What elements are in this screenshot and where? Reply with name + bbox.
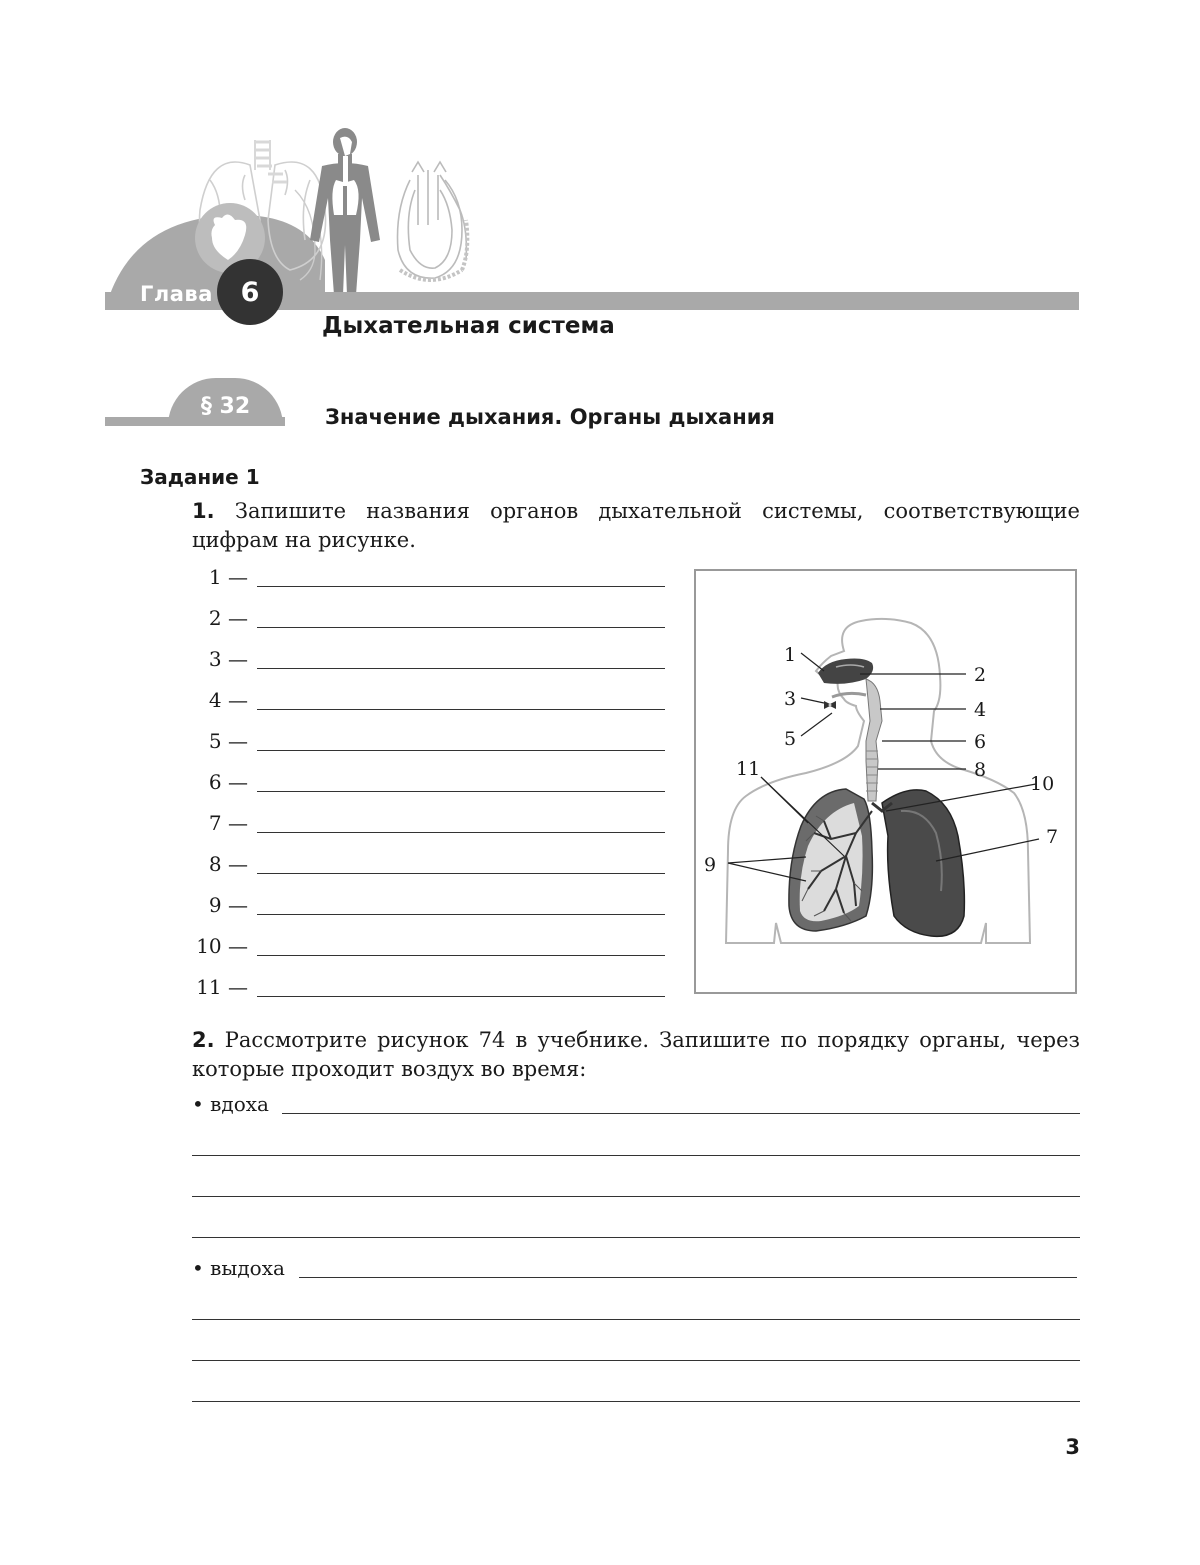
answer-row <box>185 604 665 630</box>
section-number: § 32 <box>200 394 251 419</box>
chapter-number-badge <box>217 259 283 325</box>
exhale-answer-line-3[interactable] <box>192 1360 1080 1361</box>
inhale-label: • вдоха <box>192 1092 269 1116</box>
section-title: Значение дыхания. Органы дыхания <box>325 405 775 429</box>
inhale-row <box>192 1090 1080 1116</box>
exhale-answer-line-4[interactable] <box>192 1401 1080 1402</box>
answer-line[interactable] <box>257 709 665 710</box>
answer-row <box>185 768 665 794</box>
inhale-answer-line-2[interactable] <box>192 1155 1080 1156</box>
inhale-answer-line[interactable] <box>282 1113 1080 1114</box>
answer-line[interactable] <box>257 750 665 751</box>
answer-row-number: 4 — <box>208 688 248 712</box>
figure-label-7: 7 <box>1046 826 1059 848</box>
answer-row <box>185 973 665 999</box>
answer-row <box>185 727 665 753</box>
answer-line[interactable] <box>257 996 665 997</box>
question-2-number: 2. <box>192 1028 215 1052</box>
answer-row-number: 6 — <box>208 770 248 794</box>
figure-label-6: 6 <box>974 731 987 753</box>
figure-label-1: 1 <box>784 644 797 666</box>
answer-line[interactable] <box>257 955 665 956</box>
figure-label-4: 4 <box>974 699 987 721</box>
figure-label-11: 11 <box>736 758 761 780</box>
answer-row-number: 7 — <box>208 811 248 835</box>
respiratory-figure <box>694 569 1077 994</box>
inhale-answer-line-3[interactable] <box>192 1196 1080 1197</box>
chapter-number: 6 <box>240 276 260 308</box>
answer-line[interactable] <box>257 791 665 792</box>
figure-label-2: 2 <box>974 664 987 686</box>
answer-row <box>185 891 665 917</box>
answer-row-number: 8 — <box>208 852 248 876</box>
answer-row <box>185 563 665 589</box>
alveoli-icon <box>398 162 467 278</box>
question-1-text: Запишите названия органов дыхательной системы, соответствующие цифрам на рисунке. <box>192 499 1080 552</box>
answer-row <box>185 932 665 958</box>
answer-row-number: 5 — <box>208 729 248 753</box>
trachea-stripes-icon <box>255 142 287 182</box>
figure-label-8: 8 <box>974 759 987 781</box>
question-1-number: 1. <box>192 499 215 523</box>
exhale-row <box>192 1254 1080 1280</box>
answer-line[interactable] <box>257 668 665 669</box>
leader-lines <box>728 653 1039 881</box>
chapter-title: Дыхательная система <box>322 313 615 339</box>
page-number: 3 <box>1065 1435 1080 1459</box>
answer-line[interactable] <box>257 873 665 874</box>
answer-line[interactable] <box>257 914 665 915</box>
answer-row-number: 9 — <box>208 893 248 917</box>
answer-row <box>185 645 665 671</box>
answer-row-number: 2 — <box>208 606 248 630</box>
answer-row <box>185 686 665 712</box>
inhale-answer-line-4[interactable] <box>192 1237 1080 1238</box>
figure-label-3: 3 <box>784 688 797 710</box>
question-2 <box>192 1026 1080 1084</box>
nasal-cavity <box>818 659 873 684</box>
answer-line[interactable] <box>257 586 665 587</box>
lung-right <box>882 790 964 936</box>
question-2-text: Рассмотрите рисунок 74 в учебнике. Запишите по порядку органы, через которые проходит воздух во время: <box>192 1028 1080 1081</box>
answer-line[interactable] <box>257 627 665 628</box>
exhale-answer-line-2[interactable] <box>192 1319 1080 1320</box>
answer-row-number: 1 — <box>208 565 248 589</box>
exhale-label: • выдоха <box>192 1256 285 1280</box>
answer-row-number: 3 — <box>208 647 248 671</box>
answer-row-number: 10 — <box>196 934 248 958</box>
figure-label-10: 10 <box>1030 773 1055 795</box>
respiratory-system-diagram <box>696 571 1075 992</box>
figure-label-5: 5 <box>784 728 797 750</box>
figure-label-9: 9 <box>704 854 717 876</box>
question-1 <box>192 497 1080 555</box>
chapter-label: Глава <box>140 282 213 306</box>
answer-line[interactable] <box>257 832 665 833</box>
answer-row-number: 11 — <box>196 975 248 999</box>
answer-row <box>185 850 665 876</box>
answer-row <box>185 809 665 835</box>
exhale-answer-line[interactable] <box>299 1277 1077 1278</box>
task-heading: Задание 1 <box>140 465 260 489</box>
